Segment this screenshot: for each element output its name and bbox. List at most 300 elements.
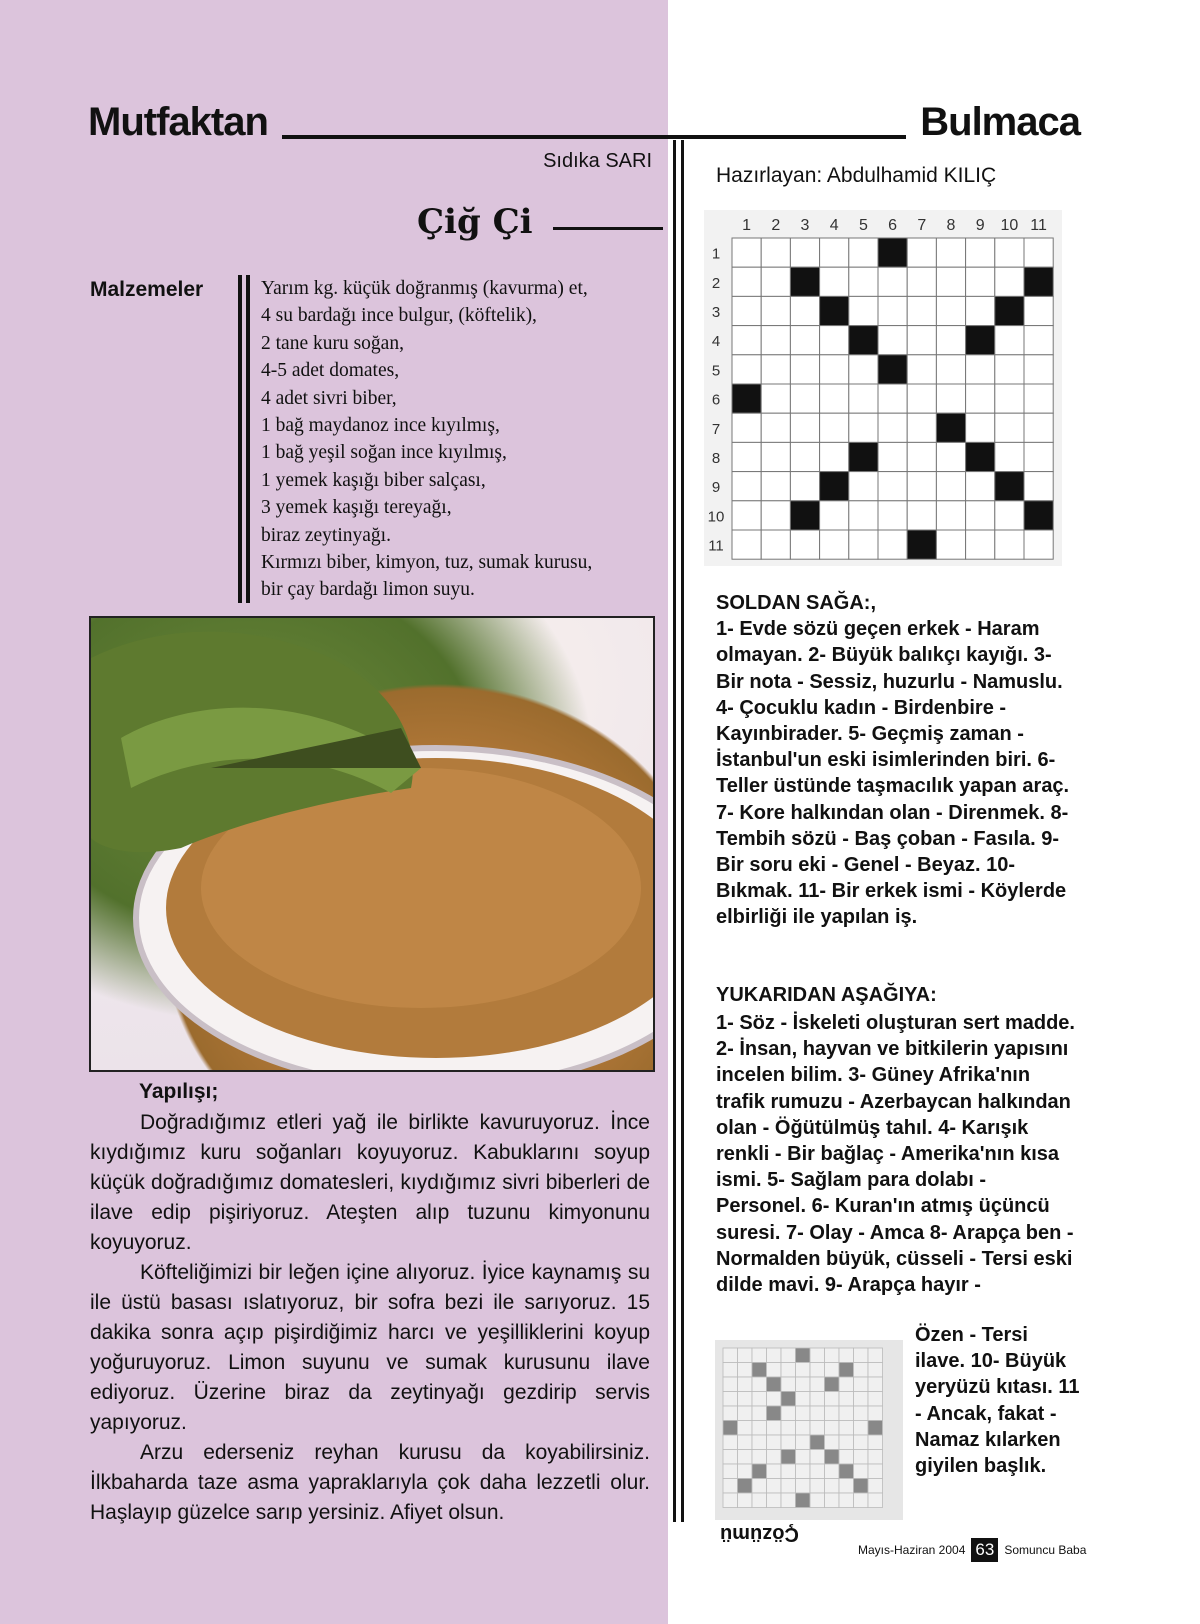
grid-cell xyxy=(966,530,995,559)
solution-cell xyxy=(810,1348,825,1363)
grid-cell xyxy=(732,530,761,559)
grid-cell xyxy=(966,501,995,530)
method-paragraph: Arzu ederseniz reyhan kurusu da koyabilirsiniz. İlkbaharda taze asma yapraklarıyla çok daha lezzetli olur. Haşlayıp güzelce sarıp yersiniz. Afiyet olsun. xyxy=(90,1441,650,1524)
grid-cell xyxy=(732,472,761,501)
grid-cell xyxy=(849,472,878,501)
solution-cell xyxy=(854,1435,869,1450)
solution-cell xyxy=(839,1450,854,1465)
grid-cell xyxy=(790,384,819,413)
solution-cell xyxy=(738,1348,753,1363)
solution-cell-black xyxy=(752,1464,767,1479)
solution-cell xyxy=(752,1348,767,1363)
solution-cell-black xyxy=(752,1363,767,1378)
solution-cell xyxy=(781,1348,796,1363)
solution-cell xyxy=(738,1406,753,1421)
solution-cell xyxy=(738,1421,753,1436)
row-number: 11 xyxy=(708,537,724,555)
solution-cell-black xyxy=(767,1406,782,1421)
grid-cell xyxy=(820,442,849,471)
section-title-left: Mutfaktan xyxy=(88,100,268,144)
solution-cell xyxy=(810,1464,825,1479)
solution-cell xyxy=(854,1421,869,1436)
grid-cell xyxy=(761,501,790,530)
solution-cell xyxy=(738,1435,753,1450)
grid-cell xyxy=(966,238,995,267)
solution-cell xyxy=(825,1493,840,1508)
grid-cell xyxy=(732,238,761,267)
row-number: 6 xyxy=(711,391,721,409)
column-number: 7 xyxy=(917,217,927,234)
solution-cell xyxy=(810,1450,825,1465)
grid-cell xyxy=(995,530,1024,559)
row-number: 2 xyxy=(711,274,721,292)
grid-cell xyxy=(1024,472,1053,501)
grid-cell xyxy=(790,530,819,559)
solution-cell xyxy=(839,1348,854,1363)
solution-cell xyxy=(767,1464,782,1479)
grid-cell-black xyxy=(995,296,1024,325)
solution-cell xyxy=(796,1464,811,1479)
grid-cell xyxy=(966,413,995,442)
grid-cell xyxy=(966,296,995,325)
solution-cell xyxy=(810,1363,825,1378)
solution-grid xyxy=(715,1340,903,1520)
column-number: 2 xyxy=(771,217,781,234)
solution-cell xyxy=(810,1377,825,1392)
grid-cell xyxy=(790,326,819,355)
solution-cell xyxy=(723,1406,738,1421)
grid-cell xyxy=(732,442,761,471)
grid-cell-black xyxy=(995,472,1024,501)
grid-cell xyxy=(995,413,1024,442)
grid-cell xyxy=(761,267,790,296)
grid-cell xyxy=(820,384,849,413)
section-title-right: Bulmaca xyxy=(920,100,1080,144)
header-rule xyxy=(282,135,906,139)
grid-cell xyxy=(1024,413,1053,442)
grid-cell xyxy=(761,296,790,325)
ingredient-item: 4 adet sivri biber, xyxy=(261,387,397,409)
grid-cell xyxy=(790,238,819,267)
solution-cell xyxy=(854,1377,869,1392)
solution-cell xyxy=(796,1392,811,1407)
solution-cell xyxy=(723,1363,738,1378)
grid-cell xyxy=(849,296,878,325)
grid-cell-black xyxy=(966,326,995,355)
solution-cell xyxy=(738,1464,753,1479)
grid-cell xyxy=(966,267,995,296)
food-photo xyxy=(89,616,655,1072)
row-number: 7 xyxy=(711,420,721,438)
grid-cell xyxy=(790,413,819,442)
solution-cell xyxy=(738,1377,753,1392)
grid-cell-black xyxy=(1024,501,1053,530)
across-text: 1- Evde sözü geçen erkek - Haram olmayan. 2- Büyük balıkçı kayığı. 3- Bir nota - Sessiz, huzurlu - Namuslu. 4- Çocuklu kadın - Birdenbire - Kayınbirader. 5- Geçmiş zaman - İstanbul'un eski isimlerinden biri. 6- Teller üstünde taşmacılık yapan araç. 7- Kore halkından olan - Direnmek. 8- Tembih sözü - Baş çoban - Fasıla. 9- Bir soru eki - Genel - Beyaz. 10- Bıkmak. 11- Bir erkek ismi - Köylerde elbirliği ile yapılan iş. xyxy=(716,618,1070,929)
grid-cell xyxy=(995,501,1024,530)
solution-cell-black xyxy=(723,1421,738,1436)
solution-cell xyxy=(825,1479,840,1494)
grid-cell xyxy=(849,384,878,413)
grid-cell xyxy=(761,384,790,413)
grid-cell xyxy=(995,326,1024,355)
solution-cell xyxy=(810,1406,825,1421)
grid-cell xyxy=(878,384,907,413)
grid-cell-black xyxy=(966,442,995,471)
solution-cell xyxy=(781,1406,796,1421)
grid-cell xyxy=(878,442,907,471)
row-number: 3 xyxy=(711,304,721,321)
grid-cell xyxy=(878,501,907,530)
grid-cell xyxy=(1024,442,1053,471)
solution-cell xyxy=(752,1493,767,1508)
solution-cell xyxy=(825,1406,840,1421)
grid-cell xyxy=(907,355,936,384)
row-number: 1 xyxy=(711,245,721,263)
solution-cell-black xyxy=(825,1377,840,1392)
down-heading: YUKARIDAN AŞAĞIYA: xyxy=(716,984,937,1006)
solution-cell xyxy=(738,1450,753,1465)
page-footer xyxy=(858,1538,1086,1562)
grid-cell xyxy=(1024,384,1053,413)
grid-cell xyxy=(790,355,819,384)
puzzle-author: Hazırlayan: Abdulhamid KILIÇ xyxy=(716,164,997,187)
grid-cell xyxy=(732,326,761,355)
magazine-name: Somuncu Baba xyxy=(1004,1543,1087,1557)
solution-cell xyxy=(767,1435,782,1450)
solution-cell xyxy=(781,1377,796,1392)
grid-cell xyxy=(936,238,965,267)
grid-cell xyxy=(936,384,965,413)
crossword-grid xyxy=(704,210,1062,566)
solution-cell-black xyxy=(781,1450,796,1465)
solution-cell xyxy=(825,1421,840,1436)
grid-cell-black xyxy=(878,238,907,267)
column-number: 11 xyxy=(1030,217,1047,234)
row-number: 8 xyxy=(711,450,721,467)
grid-cell xyxy=(732,267,761,296)
grid-cell-black xyxy=(1024,267,1053,296)
grid-cell xyxy=(1024,296,1053,325)
solution-cell xyxy=(752,1450,767,1465)
solution-cell xyxy=(738,1363,753,1378)
solution-cell xyxy=(723,1493,738,1508)
grid-cell xyxy=(907,501,936,530)
grid-cell xyxy=(820,413,849,442)
grid-cell xyxy=(966,472,995,501)
grid-cell xyxy=(732,413,761,442)
grid-cell xyxy=(1024,355,1053,384)
solution-cell xyxy=(796,1450,811,1465)
solution-cell xyxy=(868,1348,883,1363)
grid-cell xyxy=(732,355,761,384)
ingredient-item: Yarım kg. küçük doğranmış (kavurma) et, xyxy=(261,278,588,299)
grid-cell xyxy=(936,501,965,530)
across-heading: SOLDAN SAĞA:, xyxy=(716,592,876,614)
solution-cell xyxy=(868,1363,883,1378)
solution-cell xyxy=(825,1392,840,1407)
solution-cell xyxy=(854,1493,869,1508)
solution-cell xyxy=(854,1464,869,1479)
solution-cell-black xyxy=(839,1464,854,1479)
solution-cell xyxy=(839,1377,854,1392)
grid-cell xyxy=(761,442,790,471)
solution-cell xyxy=(767,1479,782,1494)
solution-cell xyxy=(854,1392,869,1407)
solution-cell xyxy=(752,1406,767,1421)
grid-cell xyxy=(907,384,936,413)
grid-cell xyxy=(936,530,965,559)
grid-cell xyxy=(849,267,878,296)
grid-cell xyxy=(820,326,849,355)
column-number: 6 xyxy=(888,217,898,234)
grid-cell xyxy=(936,442,965,471)
solution-cell xyxy=(868,1493,883,1508)
grid-cell xyxy=(878,296,907,325)
solution-cell xyxy=(854,1450,869,1465)
grid-cell xyxy=(878,413,907,442)
ingredient-item: 1 yemek kaşığı biber salçası, xyxy=(261,469,486,491)
grid-cell xyxy=(849,238,878,267)
solution-cell xyxy=(854,1363,869,1378)
solution-cell xyxy=(752,1377,767,1392)
solution-cell xyxy=(767,1392,782,1407)
grid-cell xyxy=(761,413,790,442)
grid-cell xyxy=(790,296,819,325)
solution-cell xyxy=(796,1377,811,1392)
ingredients-bar-2 xyxy=(246,275,250,603)
grid-cell xyxy=(995,267,1024,296)
solution-cell xyxy=(723,1450,738,1465)
column-divider-2 xyxy=(681,140,684,1522)
ingredient-item: 4-5 adet domates, xyxy=(261,360,400,382)
grid-cell xyxy=(907,413,936,442)
grid-cell xyxy=(761,530,790,559)
solution-cell xyxy=(839,1392,854,1407)
grid-cell-black xyxy=(820,296,849,325)
solution-cell xyxy=(781,1479,796,1494)
solution-cell xyxy=(767,1348,782,1363)
across-clues xyxy=(716,590,1076,931)
solution-cell xyxy=(839,1493,854,1508)
grid-cell xyxy=(790,472,819,501)
grid-cell xyxy=(936,267,965,296)
grid-cell xyxy=(1024,530,1053,559)
grid-cell-black xyxy=(849,326,878,355)
grid-cell xyxy=(849,355,878,384)
grid-cell xyxy=(790,442,819,471)
grid-cell xyxy=(907,326,936,355)
grid-cell xyxy=(732,501,761,530)
solution-cell xyxy=(839,1479,854,1494)
grid-cell xyxy=(820,501,849,530)
solution-cell-black xyxy=(796,1348,811,1363)
ingredient-item: 4 su bardağı ince bulgur, (köftelik), xyxy=(261,305,537,327)
solution-cell xyxy=(767,1493,782,1508)
method-text xyxy=(90,1108,650,1528)
grid-cell xyxy=(907,296,936,325)
solution-cell xyxy=(723,1377,738,1392)
solution-cell-black xyxy=(854,1479,869,1494)
method-label: Yapılışı; xyxy=(139,1080,219,1103)
grid-cell xyxy=(878,267,907,296)
ingredient-item: biraz zeytinyağı. xyxy=(261,524,391,546)
ingredient-item: 1 bağ yeşil soğan ince kıyılmış, xyxy=(261,442,507,464)
solution-cell xyxy=(839,1435,854,1450)
recipe-author: Sıdıka SARI xyxy=(543,150,652,172)
grid-cell xyxy=(1024,326,1053,355)
solution-cell-black xyxy=(810,1435,825,1450)
column-divider xyxy=(673,140,676,1522)
solution-cell xyxy=(767,1421,782,1436)
method-paragraph: Köfteliğimizi bir leğen içine alıyoruz. İyice kaynamış su ile üstü basası ıslatıyoruz, bir sofra bezi ile sarıyoruz. 15 dakika sonra açıp pişirdiğimiz harcı ve yeşilliklerini koyup yoğuruyoruz. Limon suyunu ve sumak kurusunu ilave ediyoruz. Üzerine biraz da zeytinyağı gezdirip servis yapıyoruz. xyxy=(90,1261,650,1434)
solution-cell-black xyxy=(781,1392,796,1407)
ingredients-label: Malzemeler xyxy=(90,278,204,301)
solution-cell xyxy=(723,1348,738,1363)
solution-cell-black xyxy=(839,1363,854,1378)
ingredient-item: 1 bağ maydanoz ince kıyılmış, xyxy=(261,415,500,437)
column-number: 3 xyxy=(800,217,810,234)
solution-cell xyxy=(868,1406,883,1421)
grid-cell-black xyxy=(732,384,761,413)
solution-cell xyxy=(868,1479,883,1494)
grid-cell xyxy=(820,267,849,296)
solution-cell xyxy=(868,1392,883,1407)
solution-cell xyxy=(781,1464,796,1479)
solution-cell-black xyxy=(767,1377,782,1392)
solution-cell xyxy=(825,1435,840,1450)
grid-cell xyxy=(878,326,907,355)
solution-cell xyxy=(738,1493,753,1508)
solution-cell xyxy=(767,1450,782,1465)
ingredient-item: bir çay bardağı limon suyu. xyxy=(261,579,475,601)
grid-cell xyxy=(761,472,790,501)
solution-cell xyxy=(781,1493,796,1508)
solution-cell xyxy=(839,1421,854,1436)
solution-cell xyxy=(825,1464,840,1479)
solution-cell xyxy=(796,1406,811,1421)
solution-cell xyxy=(767,1363,782,1378)
grid-cell xyxy=(761,326,790,355)
solution-cell xyxy=(738,1392,753,1407)
down-text: 1- Söz - İskeleti oluşturan sert madde. 2- İnsan, hayvan ve bitkilerin yapısını incelen bilim. 3- Güney Afrika'nın trafik rumuzu - Azerbaycan halkından olan - Öğütülmüş tahıl. 4- Karışık renkli - Bir bağlaç - Amerika'nın kısa ismi. 5- Sağlam para dolabı - Personel. 6- Kuran'ın atmış üçüncü suresi. 7- Olay - Amca 8- Arapça ben - Normalden büyük, cüsseli - Tersi eski dilde mavi. 9- Arapça hayır - xyxy=(716,1012,1075,1297)
solution-cell xyxy=(752,1479,767,1494)
solution-cell xyxy=(810,1493,825,1508)
grid-cell xyxy=(820,355,849,384)
grid-cell-black xyxy=(790,501,819,530)
page-number: 63 xyxy=(971,1538,998,1562)
solution-cell-black xyxy=(825,1450,840,1465)
column-number: 10 xyxy=(1000,217,1019,234)
solution-cell xyxy=(868,1464,883,1479)
solution-cell xyxy=(781,1421,796,1436)
solution-cell-black xyxy=(738,1479,753,1494)
ingredient-item: 3 yemek kaşığı tereyağı, xyxy=(261,497,452,519)
column-number: 9 xyxy=(975,217,985,234)
row-number: 10 xyxy=(707,508,725,526)
grid-cell xyxy=(995,238,1024,267)
grid-cell-black xyxy=(936,413,965,442)
solution-cell xyxy=(854,1406,869,1421)
solution-cell xyxy=(810,1479,825,1494)
solution-cell xyxy=(810,1392,825,1407)
ingredients-bar xyxy=(238,275,242,603)
solution-cell xyxy=(752,1392,767,1407)
solution-cell-black xyxy=(796,1493,811,1508)
grid-cell xyxy=(732,296,761,325)
solution-cell xyxy=(868,1377,883,1392)
solution-cell xyxy=(825,1348,840,1363)
grid-cell xyxy=(878,530,907,559)
row-number: 9 xyxy=(711,479,721,497)
solution-cell xyxy=(723,1479,738,1494)
solution-cell xyxy=(810,1421,825,1436)
grid-cell xyxy=(936,296,965,325)
solution-cell xyxy=(752,1435,767,1450)
solution-cell xyxy=(796,1363,811,1378)
grid-cell-black xyxy=(878,355,907,384)
column-number: 1 xyxy=(742,217,752,234)
solution-cell xyxy=(854,1348,869,1363)
column-number: 8 xyxy=(946,217,956,234)
method-paragraph: Doğradığımız etleri yağ ile birlikte kavuruyoruz. İnce kıydığımız kuru soğanları koyuyoruz. Kabuklarını soyup küçük doğradığımız domatesleri, kıydığımız sivri biberleri de ilave edip pişiriyoruz. Ateşten alıp tuzunu kimyonunu koyuyoruz. xyxy=(90,1111,650,1254)
solution-cell xyxy=(781,1435,796,1450)
solution-cell xyxy=(839,1406,854,1421)
solution-cell xyxy=(868,1450,883,1465)
grid-cell xyxy=(761,355,790,384)
grid-cell xyxy=(849,413,878,442)
solution-cell xyxy=(752,1421,767,1436)
ingredient-item: 2 tane kuru soğan, xyxy=(261,332,404,354)
issue-date: Mayıs-Haziran 2004 xyxy=(858,1543,966,1557)
solution-cell xyxy=(723,1435,738,1450)
grid-cell xyxy=(907,238,936,267)
grid-cell xyxy=(907,267,936,296)
column-number: 4 xyxy=(829,217,839,234)
column-number: 5 xyxy=(858,217,868,234)
solution-cell xyxy=(796,1435,811,1450)
grid-cell xyxy=(878,472,907,501)
grid-cell xyxy=(907,472,936,501)
grid-cell xyxy=(995,355,1024,384)
solution-cell-black xyxy=(868,1421,883,1436)
grid-cell-black xyxy=(820,472,849,501)
grid-cell xyxy=(761,238,790,267)
row-number: 4 xyxy=(711,333,721,351)
grid-cell xyxy=(820,238,849,267)
grid-cell xyxy=(936,472,965,501)
grid-cell xyxy=(936,326,965,355)
down-text-continued: Özen - Tersi ilave. 10- Büyük yeryüzü kıtası. 11 - Ancak, fakat - Namaz kılarken giyilen başlık. xyxy=(915,1324,1080,1478)
solution-cell xyxy=(781,1363,796,1378)
grid-cell xyxy=(936,355,965,384)
grid-cell xyxy=(1024,238,1053,267)
grid-cell-black xyxy=(849,442,878,471)
grid-cell xyxy=(966,355,995,384)
grid-cell-black xyxy=(790,267,819,296)
solution-cell xyxy=(868,1435,883,1450)
solution-cell xyxy=(796,1479,811,1494)
grid-cell xyxy=(966,384,995,413)
grid-cell xyxy=(995,442,1024,471)
solution-cell xyxy=(723,1464,738,1479)
grid-cell-black xyxy=(907,530,936,559)
title-rule xyxy=(553,227,663,230)
grid-cell xyxy=(849,530,878,559)
recipe-title: Çiğ Çi xyxy=(417,202,533,242)
solution-label: Çözümü xyxy=(720,1523,799,1545)
ingredients-list xyxy=(261,275,661,604)
grid-cell xyxy=(995,384,1024,413)
